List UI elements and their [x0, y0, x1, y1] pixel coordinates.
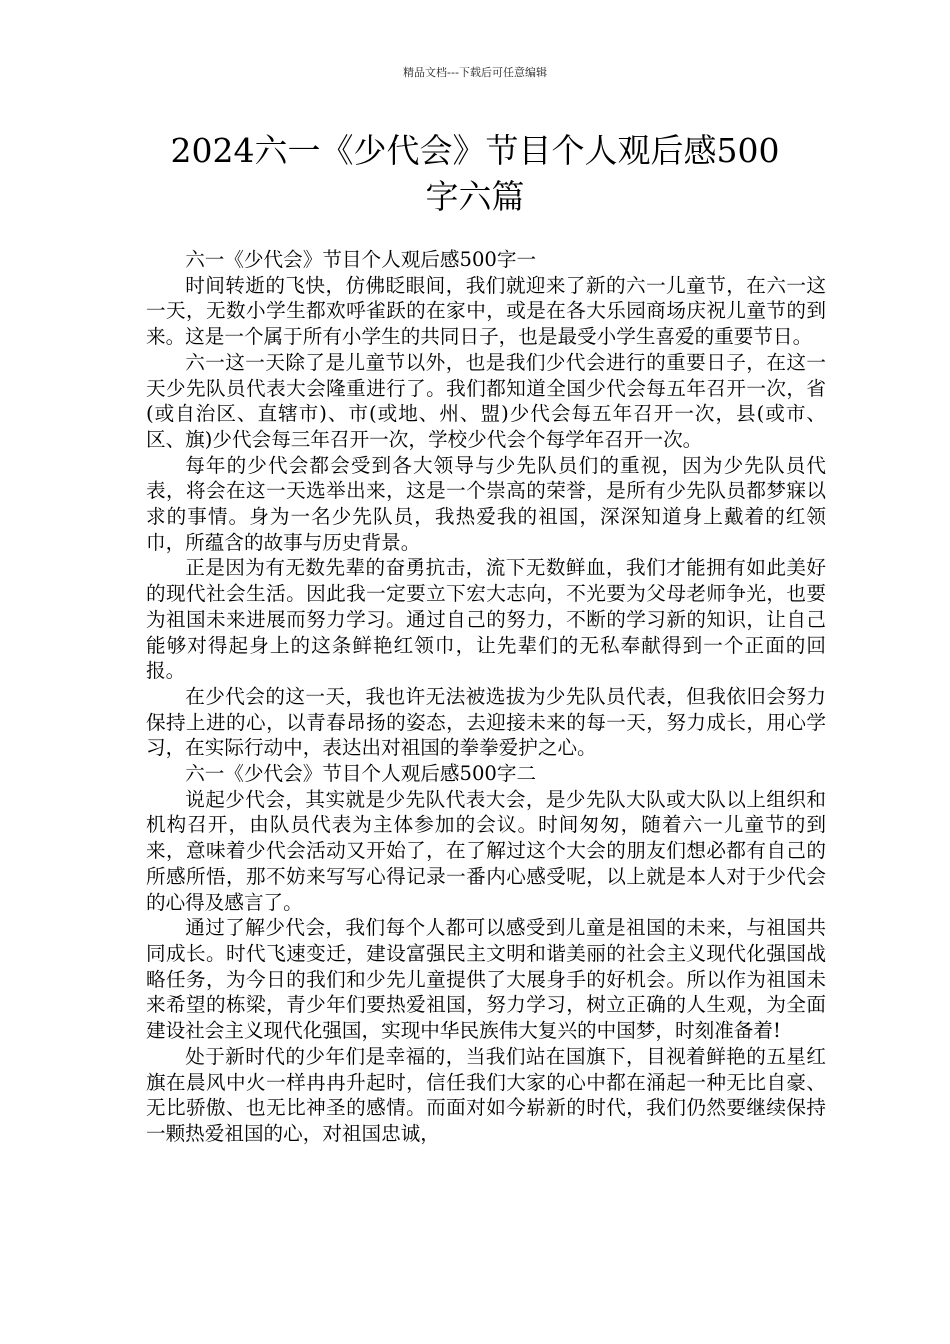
paragraph: 处于新时代的少年们是幸福的，当我们站在国旗下，目视着鲜艳的五星红旗在晨风中火一样冉冉升起时，信任我们大家的心中都在涌起一种无比自豪、无比骄傲、也无比神圣的感情。而面对如今崭新的时代，我们仍然要继续保持一颗热爱祖国的心，对祖国忠诚， — [146, 1044, 826, 1145]
paragraph: 正是因为有无数先辈的奋勇抗击，流下无数鲜血，我们才能拥有如此美好的现代社会生活。因此我一定要立下宏大志向，不光要为父母老师争光，也要为祖国未来进展而努力学习。通过自己的努力，不断的学习新的知识，让自己能够对得起身上的这条鲜艳红领巾，让先辈们的无私奉献得到一个正面的回报。 — [146, 556, 826, 683]
paragraph: 在少代会的这一天，我也许无法被选拔为少先队员代表，但我依旧会努力保持上进的心，以青春昂扬的姿态，去迎接未来的每一天，努力成长，用心学习，在实际行动中，表达出对祖国的拳拳爱护之心。 — [146, 684, 826, 760]
title-line-1: 2024六一《少代会》节目个人观后感500 — [170, 131, 780, 170]
section-heading: 六一《少代会》节目个人观后感500字一 — [185, 248, 537, 271]
page-title — [110, 128, 840, 220]
paragraph: 通过了解少代会，我们每个人都可以感受到儿童是祖国的未来，与祖国共同成长。时代飞速变迁，建设富强民主文明和谐美丽的社会主义现代化强国战略任务，为今日的我们和少先儿童提供了大展身手的好机会。所以作为祖国未来希望的栋梁，青少年们要热爱祖国，努力学习，树立正确的人生观，为全面建设社会主义现代化强国，实现中华民族伟大复兴的中国梦，时刻准备着! — [146, 916, 826, 1043]
header-note: 精品文档---下载后可任意编辑 — [403, 66, 547, 79]
document-body — [146, 247, 826, 1147]
title-line-2: 字六篇 — [425, 177, 525, 216]
paragraph: 时间转逝的飞快，仿佛眨眼间，我们就迎来了新的六一儿童节，在六一这一天，无数小学生都欢呼雀跃的在家中，或是在各大乐园商场庆祝儿童节的到来。这是一个属于所有小学生的共同日子，也是最受小学生喜爱的重要节日。 — [146, 273, 826, 349]
paragraph: 说起少代会，其实就是少先队代表大会，是少先队大队或大队以上组织和机构召开，由队员代表为主体参加的会议。时间匆匆，随着六一儿童节的到来，意味着少代会活动又开始了，在了解过这个大会的朋友们想必都有自己的所感所悟，那不妨来写写心得记录一番内心感受呢，以上就是本人对于少代会的心得及感言了。 — [146, 787, 826, 914]
paragraph: 六一这一天除了是儿童节以外，也是我们少代会进行的重要日子，在这一天少先队员代表大会隆重进行了。我们都知道全国少代会每五年召开一次，省(或自治区、直辖市)、市(或地、州、盟)少代会每五年召开一次，县(或市、区、旗)少代会每三年召开一次，学校少代会个每学年召开一次。 — [146, 350, 826, 451]
section-heading: 六一《少代会》节目个人观后感500字二 — [185, 762, 537, 786]
paragraph: 每年的少代会都会受到各大领导与少先队员们的重视，因为少先队员代表，将会在这一天选举出来，这是一个崇高的荣誉，是所有少先队员都梦寐以求的事情。身为一名少先队员，我热爱我的祖国，深深知道身上戴着的红领巾，所蕴含的故事与历史背景。 — [146, 453, 826, 554]
